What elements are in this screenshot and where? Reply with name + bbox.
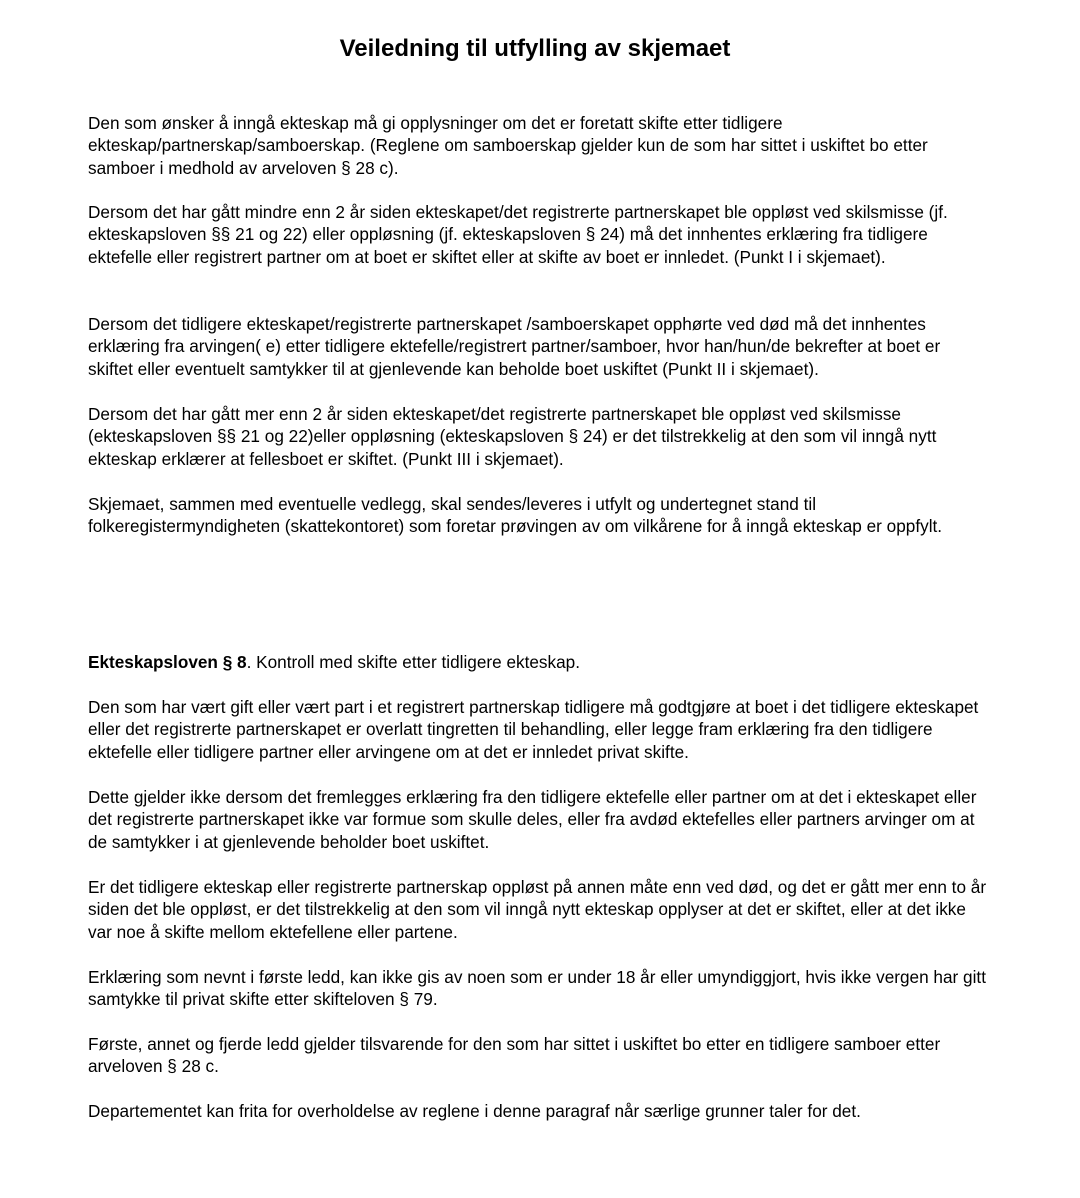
law-paragraph-5: Første, annet og fjerde ledd gjelder tilsvarende for den som har sittet i uskiftet bo etter en tidligere samboer etter arveloven § 28 c.	[88, 1034, 941, 1077]
law-section-heading	[88, 651, 988, 673]
page-title: Veiledning til utfylling av skjemaet	[339, 35, 731, 62]
guidance-paragraph-3: Dersom det tidligere ekteskapet/registrerte partnerskapet /samboerskapet opphørte ved død må det innhentes erklæring fra arvingen( e) etter tidligere ektefelle/registrert partner/samboer, hvor han/hun/de bekrefter at boet er skiftet eller eventuelt samtykker til at gjenlevende kan beholde boet uskiftet (Punkt II i skjemaet).	[88, 314, 941, 379]
guidance-paragraph-5: Skjemaet, sammen med eventuelle vedlegg, skal sendes/leveres i utfylt og undertegnet stand til folkeregistermyndigheten (skattekontoret) som foretar prøvingen av om vilkårene for å inngå ekteskap er oppfylt.	[88, 494, 943, 537]
guidance-paragraph-4: Dersom det har gått mer enn 2 år siden ekteskapet/det registrerte partnerskapet ble oppløst ved skilsmisse (ekteskapsloven §§ 21 og 22)eller oppløsning (ekteskapsloven § 24) er det tilstrekkelig at den som vil inngå nytt ekteskap erklærer at fellesboet er skiftet. (Punkt III i skjemaet).	[88, 404, 937, 469]
law-paragraph-2: Dette gjelder ikke dersom det fremlegges erklæring fra den tidligere ektefelle eller partner om at det i ekteskapet eller det registrerte partnerskapet ikke var formue som skulle deles, eller fra avdød ektefelles eller partners arvinger om at de samtykker i at gjenlevende beholder boet uskiftet.	[88, 787, 977, 852]
guidance-paragraph-1: Den som ønsker å inngå ekteskap må gi opplysninger om det er foretatt skifte etter tidligere ekteskap/partnerskap/samboerskap. (Reglene om samboerskap gjelder kun de som har sittet i uskiftet bo etter samboer i medhold av arveloven § 28 c).	[88, 113, 928, 178]
law-paragraph-4: Erklæring som nevnt i første ledd, kan ikke gis av noen som er under 18 år eller umyndiggjort, hvis ikke vergen har gitt samtykke til privat skifte etter skifteloven § 79.	[88, 967, 986, 1010]
law-section-heading-rest: . Kontroll med skifte etter tidligere ekteskap.	[246, 652, 581, 672]
law-paragraph-1: Den som har vært gift eller vært part i et registrert partnerskap tidligere må godtgjøre at boet i det tidligere ekteskapet eller det registrerte partnerskapet er overlatt tingretten til behandling, eller legge fram erklæring fra den tidligere ektefelle eller tidligere partner eller arvingene om at det er innledet privat skifte.	[88, 697, 979, 762]
law-section-heading-bold: Ekteskapsloven § 8	[88, 652, 247, 672]
law-paragraph-3: Er det tidligere ekteskap eller registrerte partnerskap oppløst på annen måte enn ved død, og det er gått mer enn to år siden det ble oppløst, er det tilstrekkelig at den som vil inngå nytt ekteskap opplyser at det er skiftet, eller at det ikke var noe å skifte mellom ektefellene eller partene.	[88, 877, 987, 942]
guidance-paragraph-2: Dersom det har gått mindre enn 2 år siden ekteskapet/det registrerte partnerskapet ble oppløst ved skilsmisse (jf. ekteskapsloven §§ 21 og 22) eller oppløsning (jf. ekteskapsloven § 24) må det innhentes erklæring fra tidligere ektefelle eller registrert partner om at boet er skiftet eller at skifte av boet er innledet. (Punkt I i skjemaet).	[88, 202, 948, 267]
law-paragraph-6: Departementet kan frita for overholdelse av reglene i denne paragraf når særlige grunner taler for det.	[88, 1101, 861, 1121]
